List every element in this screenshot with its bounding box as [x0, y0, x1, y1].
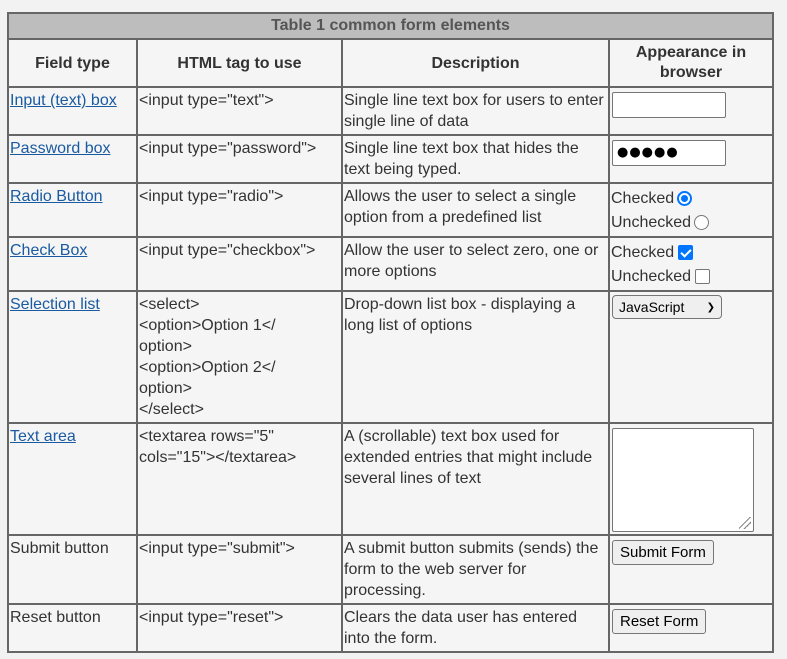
- table-row: [8, 535, 773, 604]
- header-html-tag: HTML tag to use: [137, 39, 342, 87]
- checkbox-unchecked[interactable]: [695, 269, 710, 284]
- link-input-text-box[interactable]: Input (text) box: [10, 92, 117, 109]
- field-type-cell: Reset button: [8, 604, 137, 652]
- table-row: [8, 291, 773, 423]
- tag-cell: <input type="radio">: [137, 183, 342, 237]
- tag-cell: <input type="password">: [137, 135, 342, 183]
- description-cell: A submit button submits (sends) the form to the web server for processing.: [342, 535, 609, 604]
- form-elements-table: [7, 12, 774, 653]
- field-type-cell: Submit button: [8, 535, 137, 604]
- description-cell: Single line text box for users to enter single line of data: [342, 87, 609, 135]
- radio-checked[interactable]: [677, 191, 692, 206]
- sample-select[interactable]: [612, 295, 722, 319]
- table-row: [8, 237, 773, 291]
- description-cell: Clears the data user has entered into the form.: [342, 604, 609, 652]
- link-password-box[interactable]: Password box: [10, 140, 111, 157]
- sample-textarea[interactable]: [612, 428, 754, 532]
- resize-grip-icon[interactable]: [739, 517, 751, 529]
- link-radio-button[interactable]: Radio Button: [10, 188, 103, 205]
- tag-cell: <input type="reset">: [137, 604, 342, 652]
- header-description: Description: [342, 39, 609, 87]
- table-row: [8, 423, 773, 535]
- select-value: JavaScript: [619, 298, 685, 315]
- checkbox-checked-line: [611, 240, 771, 264]
- table-row: [8, 183, 773, 237]
- description-cell: Allow the user to select zero, one or more options: [342, 237, 609, 291]
- table-row: [8, 604, 773, 652]
- tag-cell: <textarea rows="5" cols="15"></textarea>: [137, 423, 342, 535]
- link-text-area[interactable]: Text area: [10, 428, 76, 445]
- link-selection-list[interactable]: Selection list: [10, 296, 100, 313]
- checkbox-unchecked-line: [611, 264, 771, 288]
- radio-unchecked-line: [611, 210, 771, 234]
- submit-form-button[interactable]: Submit Form: [612, 540, 714, 565]
- checkbox-checked-label: Checked: [611, 243, 675, 261]
- radio-unchecked-label: Unchecked: [611, 213, 692, 231]
- table-caption: Table 1 common form elements: [8, 13, 773, 39]
- tag-cell: <input type="submit">: [137, 535, 342, 604]
- tag-cell: <select> <option>Option 1</ option> <option>Option 2</ option> </select>: [137, 291, 342, 423]
- radio-checked-line: [611, 186, 771, 210]
- description-cell: Drop-down list box - displaying a long list of options: [342, 291, 609, 423]
- chevron-down-icon: ❯: [706, 301, 715, 313]
- link-check-box[interactable]: Check Box: [10, 242, 88, 259]
- tag-cell: <input type="checkbox">: [137, 237, 342, 291]
- description-cell: Single line text box that hides the text being typed.: [342, 135, 609, 183]
- sample-text-input[interactable]: [612, 92, 726, 118]
- header-appearance: Appearance in browser: [609, 39, 773, 87]
- description-cell: A (scrollable) text box used for extended entries that might include several lines of text: [342, 423, 609, 535]
- radio-unchecked[interactable]: [694, 215, 709, 230]
- reset-form-button[interactable]: Reset Form: [612, 609, 706, 634]
- description-cell: Allows the user to select a single option from a predefined list: [342, 183, 609, 237]
- table-row: [8, 87, 773, 135]
- checkbox-checked[interactable]: [678, 245, 693, 260]
- header-field-type: Field type: [8, 39, 137, 87]
- radio-checked-label: Checked: [611, 189, 675, 207]
- sample-password-input[interactable]: ●●●●●: [612, 140, 726, 166]
- tag-cell: <input type="text">: [137, 87, 342, 135]
- table-row: [8, 135, 773, 183]
- checkbox-unchecked-label: Unchecked: [611, 267, 692, 285]
